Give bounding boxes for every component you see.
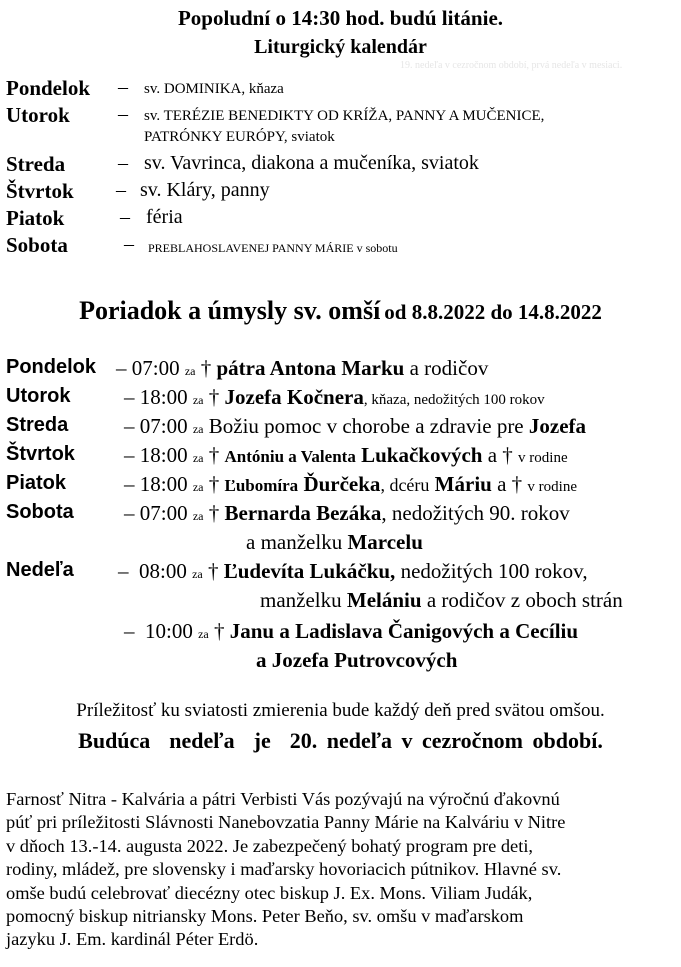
intention-text: a rodičov <box>409 356 489 380</box>
intention-name: Lukačkových <box>361 443 483 467</box>
mass-time: 08:00 <box>139 559 187 583</box>
calendar-day: Piatok <box>6 206 65 230</box>
next-sunday-notice: Budúca nedeľa je 20. nedeľa v cezročnom období. <box>78 728 603 753</box>
mass-time: 10:00 <box>145 619 193 643</box>
dash: – <box>124 443 135 467</box>
intention-text: a manželku <box>246 530 343 554</box>
calendar-text: sv. TERÉZIE BENEDIKTY OD KRÍŽA, PANNY A MUČENICE, <box>144 108 545 124</box>
za-label: za <box>192 393 204 407</box>
mass-order-title <box>0 296 681 326</box>
mass-line <box>124 619 578 644</box>
calendar-row-wednesday <box>6 152 676 179</box>
mass-time: 18:00 <box>139 385 188 409</box>
cross-icon: † <box>200 356 212 380</box>
za-label: za <box>198 627 209 641</box>
calendar-row-tuesday-cont <box>6 130 676 152</box>
dash: – <box>116 356 127 380</box>
calendar-day: Utorok <box>6 103 70 127</box>
paragraph-line: jazyku J. Em. kardinál Péter Erdö. <box>6 929 259 950</box>
mass-day: Sobota <box>6 501 74 523</box>
confession-notice: Príležitosť ku sviatosti zmierenia bude každý deň pred svätou omšou. <box>76 700 605 721</box>
mass-line <box>124 472 577 497</box>
cross-icon: † <box>208 385 220 409</box>
mass-line <box>246 530 423 555</box>
intention-name: Jozefa Kočnera <box>224 385 364 409</box>
intention-text: v rodine <box>518 450 568 466</box>
calendar-row-thursday <box>6 179 676 206</box>
cross-icon: † <box>208 501 220 525</box>
za-label: za <box>192 480 204 494</box>
mass-row-friday <box>6 472 678 501</box>
intention-text: v rodine <box>527 479 577 495</box>
mass-day: Piatok <box>6 472 67 494</box>
calendar-day: Sobota <box>6 233 68 257</box>
intention-text: a rodičov z oboch strán <box>426 588 623 612</box>
dash: – <box>124 501 135 525</box>
mass-row-wednesday <box>6 414 678 443</box>
mass-time: 07:00 <box>131 356 180 380</box>
intention-text: a <box>487 443 498 467</box>
dash: – <box>120 206 130 228</box>
calendar-row-friday <box>6 206 676 233</box>
paragraph-line: Farnosť Nitra - Kalvária a pátri Verbisti Vás pozývajú na výročnú ďakovnú <box>6 789 560 809</box>
dash: – <box>124 385 135 409</box>
mass-row-sunday <box>6 559 678 588</box>
mass-line <box>124 443 568 468</box>
faded-bleed-text: 19. nedeľa v cezročnom období, prvá nedeľa v mesiaci. <box>400 60 623 71</box>
mass-day: Pondelok <box>6 356 97 378</box>
dash: – <box>124 233 134 255</box>
paragraph-line: rodiny, mládež, pre slovensky i maďarsky hovoriacich pútnikov. Hlavné sv. <box>6 859 562 880</box>
mass-row-sunday-second <box>6 619 678 648</box>
dash: – <box>118 76 128 98</box>
intention-text: manželku <box>260 588 342 612</box>
za-label: za <box>192 451 204 465</box>
intention-name: Ďurčeka <box>303 472 381 496</box>
intention-name: Melániu <box>346 588 422 612</box>
intention-text: Božiu pomoc v chorobe a zdravie pre <box>208 414 524 438</box>
paragraph-line: púť pri príležitosti Slávnosti Nanebovzatia Panny Márie na Kalváriu v Nitre <box>6 812 566 833</box>
za-label: za <box>192 567 203 581</box>
intention-name: Máriu <box>434 472 492 496</box>
mass-row-thursday <box>6 443 678 472</box>
mass-line <box>260 588 623 613</box>
cross-icon: † <box>208 472 220 496</box>
mass-row-sunday-second-cont <box>6 648 678 677</box>
mass-order-title-dates: od 8.8.2022 do 14.8.2022 <box>384 300 602 324</box>
intention-text: , kňaza, nedožitých 100 rokov <box>363 392 545 408</box>
mass-row-sunday-cont <box>6 588 678 619</box>
dash: – <box>124 472 135 496</box>
intention-name: pátra Antona Marku <box>216 356 405 380</box>
intention-name: Ľudevíta Lukáčku, <box>223 559 396 583</box>
intention-name: Bernarda Bezáka <box>224 501 382 525</box>
mass-intentions <box>6 356 678 677</box>
calendar-text: sv. DOMINIKA, kňaza <box>144 81 284 97</box>
mass-time: 07:00 <box>139 414 188 438</box>
mass-time: 18:00 <box>139 472 188 496</box>
intention-name: Janu a Ladislava Čanigových a Cecíliu <box>229 619 579 643</box>
liturgical-calendar <box>6 76 676 260</box>
calendar-text: féria <box>146 206 183 228</box>
mass-row-monday <box>6 356 678 385</box>
calendar-day: Pondelok <box>6 76 91 100</box>
intention-name: a Jozefa Putrovcových <box>256 648 458 672</box>
intention-text: a <box>497 472 507 496</box>
intention-name: Jozefa <box>528 414 587 438</box>
calendar-row-monday <box>6 76 676 103</box>
mass-line <box>118 559 588 584</box>
mass-day: Streda <box>6 414 69 436</box>
mass-day: Utorok <box>6 385 71 407</box>
pilgrimage-announcement <box>6 788 678 952</box>
paragraph-line: v dňoch 13.-14. augusta 2022. Je zabezpečený bohatý program pre deti, <box>6 835 534 856</box>
intention-text: nedožitých 100 rokov, <box>400 559 588 583</box>
mass-time: 18:00 <box>139 443 188 467</box>
za-label: za <box>184 364 196 378</box>
intention-name: Marcelu <box>347 530 423 554</box>
calendar-text: PREBLAHOSLAVENEJ PANNY MÁRIE v sobotu <box>148 241 398 255</box>
mass-line <box>124 385 545 410</box>
za-label: za <box>192 422 204 436</box>
mass-line <box>124 414 586 439</box>
mass-row-tuesday <box>6 385 678 414</box>
dash: – <box>124 619 135 643</box>
cross-icon: † <box>502 443 513 467</box>
cross-icon: † <box>511 472 523 496</box>
mass-time: 07:00 <box>139 501 188 525</box>
calendar-row-saturday <box>6 233 676 260</box>
dash: – <box>116 179 126 201</box>
mass-day: Nedeľa <box>6 559 74 581</box>
dash: – <box>124 414 135 438</box>
calendar-text: sv. Kláry, panny <box>140 179 270 201</box>
intention-name: Ľubomíra <box>224 476 299 495</box>
dash: – <box>118 103 128 125</box>
paragraph-line: pomocný biskup nitriansky Mons. Peter Beňo, sv. omšu v maďarskom <box>6 906 524 927</box>
mass-order-title-main: Poriadok a úmysly sv. omší <box>79 296 381 325</box>
mass-row-saturday-cont <box>6 530 678 559</box>
calendar-title: Liturgický kalendár <box>254 36 427 58</box>
mass-day: Štvrtok <box>6 443 75 465</box>
mass-line <box>124 501 570 526</box>
intention-name: Antóniu a Valenta <box>224 447 356 466</box>
calendar-row-tuesday <box>6 103 676 130</box>
paragraph-line: omše budú celebrovať diecézny otec biskup J. Ex. Mons. Viliam Judák, <box>6 882 533 903</box>
dash: – <box>118 559 129 583</box>
dash: – <box>118 152 128 174</box>
calendar-day: Štvrtok <box>6 179 74 203</box>
cross-icon: † <box>214 619 225 643</box>
litany-notice: Popoludní o 14:30 hod. budú litánie. <box>177 6 504 30</box>
mass-line <box>116 356 488 381</box>
intention-text: , nedožitých 90. rokov <box>381 501 570 525</box>
calendar-text: sv. Vavrinca, diakona a mučeníka, sviatok <box>144 152 479 174</box>
cross-icon: † <box>208 443 220 467</box>
za-label: za <box>192 509 204 523</box>
calendar-day: Streda <box>6 152 66 176</box>
intention-text: , dcéru <box>380 475 430 495</box>
calendar-text: PATRÓNKY EURÓPY, sviatok <box>144 129 335 145</box>
cross-icon: † <box>208 559 219 583</box>
mass-row-saturday <box>6 501 678 530</box>
